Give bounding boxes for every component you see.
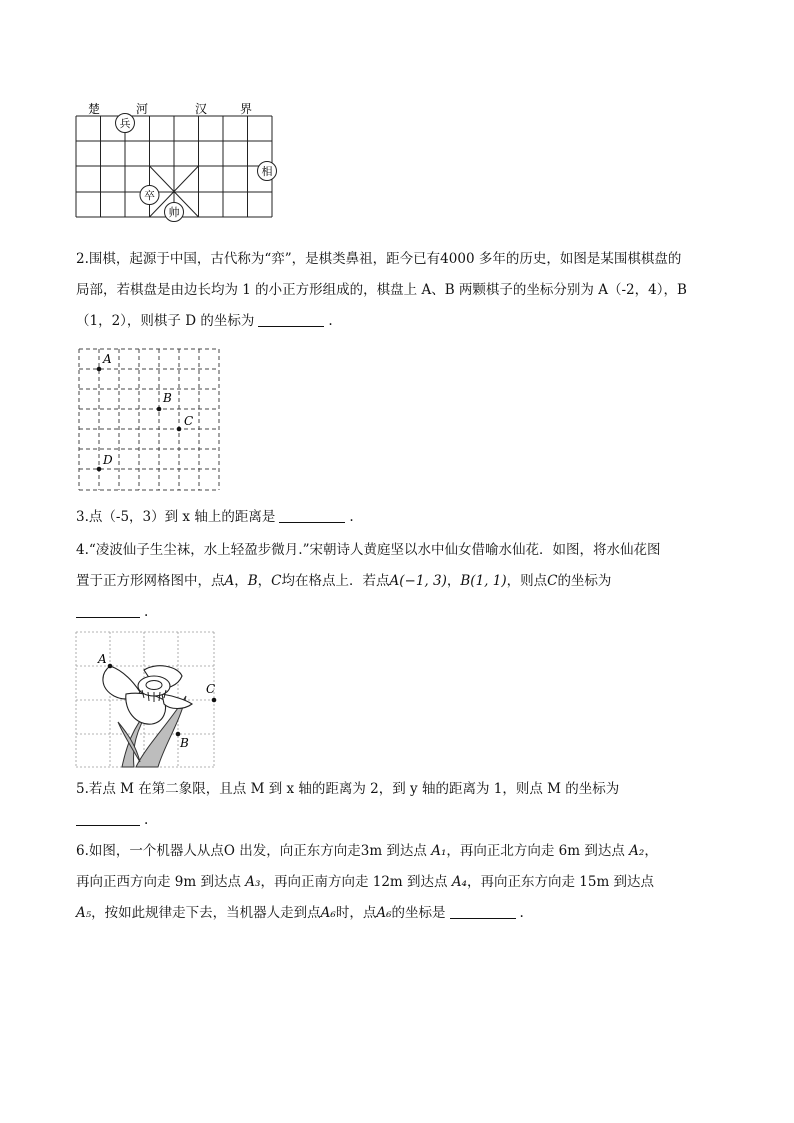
piece-shuai [165,203,184,222]
answer-blank-q3[interactable] [279,508,345,523]
question-2-line-3 [76,306,333,337]
question-6-line-2: 再向正西方向走 9m 到达点 A₃，再向正南方向走 12m 到达点 A₄，再向正东方向走 15m 到达点 [76,874,655,890]
piece-bing [116,114,135,133]
question-2-period: . [328,313,333,329]
piece-xiang [258,162,277,181]
chess-board-figure [70,96,285,222]
question-5-line-2: . [76,805,148,836]
question-2-text: （1，2），则棋子 D 的坐标为 [76,313,255,329]
go-label-d: D [103,453,113,467]
question-6-line-3: A₅，按如此规律走下去，当机器人走到点A₆时，点A₆的坐标是 . [76,905,524,921]
river-char-chu: 楚 [88,102,101,116]
go-label-a: A [103,352,112,366]
flower-point-c [212,698,217,703]
flower-point-a [108,664,113,669]
answer-blank-q2[interactable] [258,312,324,327]
answer-blank-q6[interactable] [450,904,516,919]
piece-zu [140,186,159,205]
question-4-line-2: 置于正方形网格图中，点A，B，C均在格点上．若点A(−1, 3)，B(1, 1)，则点C的坐标为 [76,573,612,589]
question-5-line-1: 5.若点 M 在第二象限，且点 M 到 x 轴的距离为 2，到 y 轴的距离为 1，则点 M 的坐标为 [76,781,620,797]
daffodil-grid-figure [74,630,219,770]
svg-text:帅: 帅 [168,206,180,219]
svg-text:兵: 兵 [119,117,131,130]
river-char-jie: 界 [240,102,253,116]
question-6-line-1: 6.如图，一个机器人从点O 出发，向正东方向走3m 到达点 A₁，再向正北方向走 6m 到达点 A₂， [76,843,658,859]
river-char-han: 汉 [195,102,208,116]
question-4-line-3: . [76,597,148,628]
go-stone-d [97,467,102,472]
go-stone-c [177,427,182,432]
flower-label-c: C [206,682,216,696]
river-char-he: 河 [136,102,149,116]
daffodil-drawing [103,666,192,767]
answer-blank-q5[interactable] [76,811,140,826]
answer-blank-q4[interactable] [76,603,140,618]
svg-text:相: 相 [261,165,273,178]
question-2-line-2: 局部，若棋盘是由边长均为 1 的小正方形组成的，棋盘上 A、B 两颗棋子的坐标分别为 A（-2，4），B [76,282,687,298]
flower-label-a: A [98,652,107,666]
flower-label-b: B [180,736,189,750]
go-board-figure [74,345,224,495]
svg-text:卒: 卒 [144,189,155,202]
go-stone-b [157,407,162,412]
chess-board-grid [76,116,272,217]
question-4-line-1: 4.“凌波仙子生尘袜，水上轻盈步微月.”宋朝诗人黄庭坚以水中仙女借喻水仙花．如图，将水仙花图 [76,542,661,558]
go-label-c: C [184,414,194,428]
go-label-b: B [163,391,172,405]
question-3-period: . [349,509,354,525]
question-3-text: 3.点（-5，3）到 x 轴上的距离是 [76,509,276,525]
go-stone-a [97,367,102,372]
question-2-line-1: 2.围棋，起源于中国，古代称为“弈”，是棋类鼻祖，距今已有4000 多年的历史，如图是某围棋棋盘的 [76,251,682,267]
question-3-line [76,502,354,533]
